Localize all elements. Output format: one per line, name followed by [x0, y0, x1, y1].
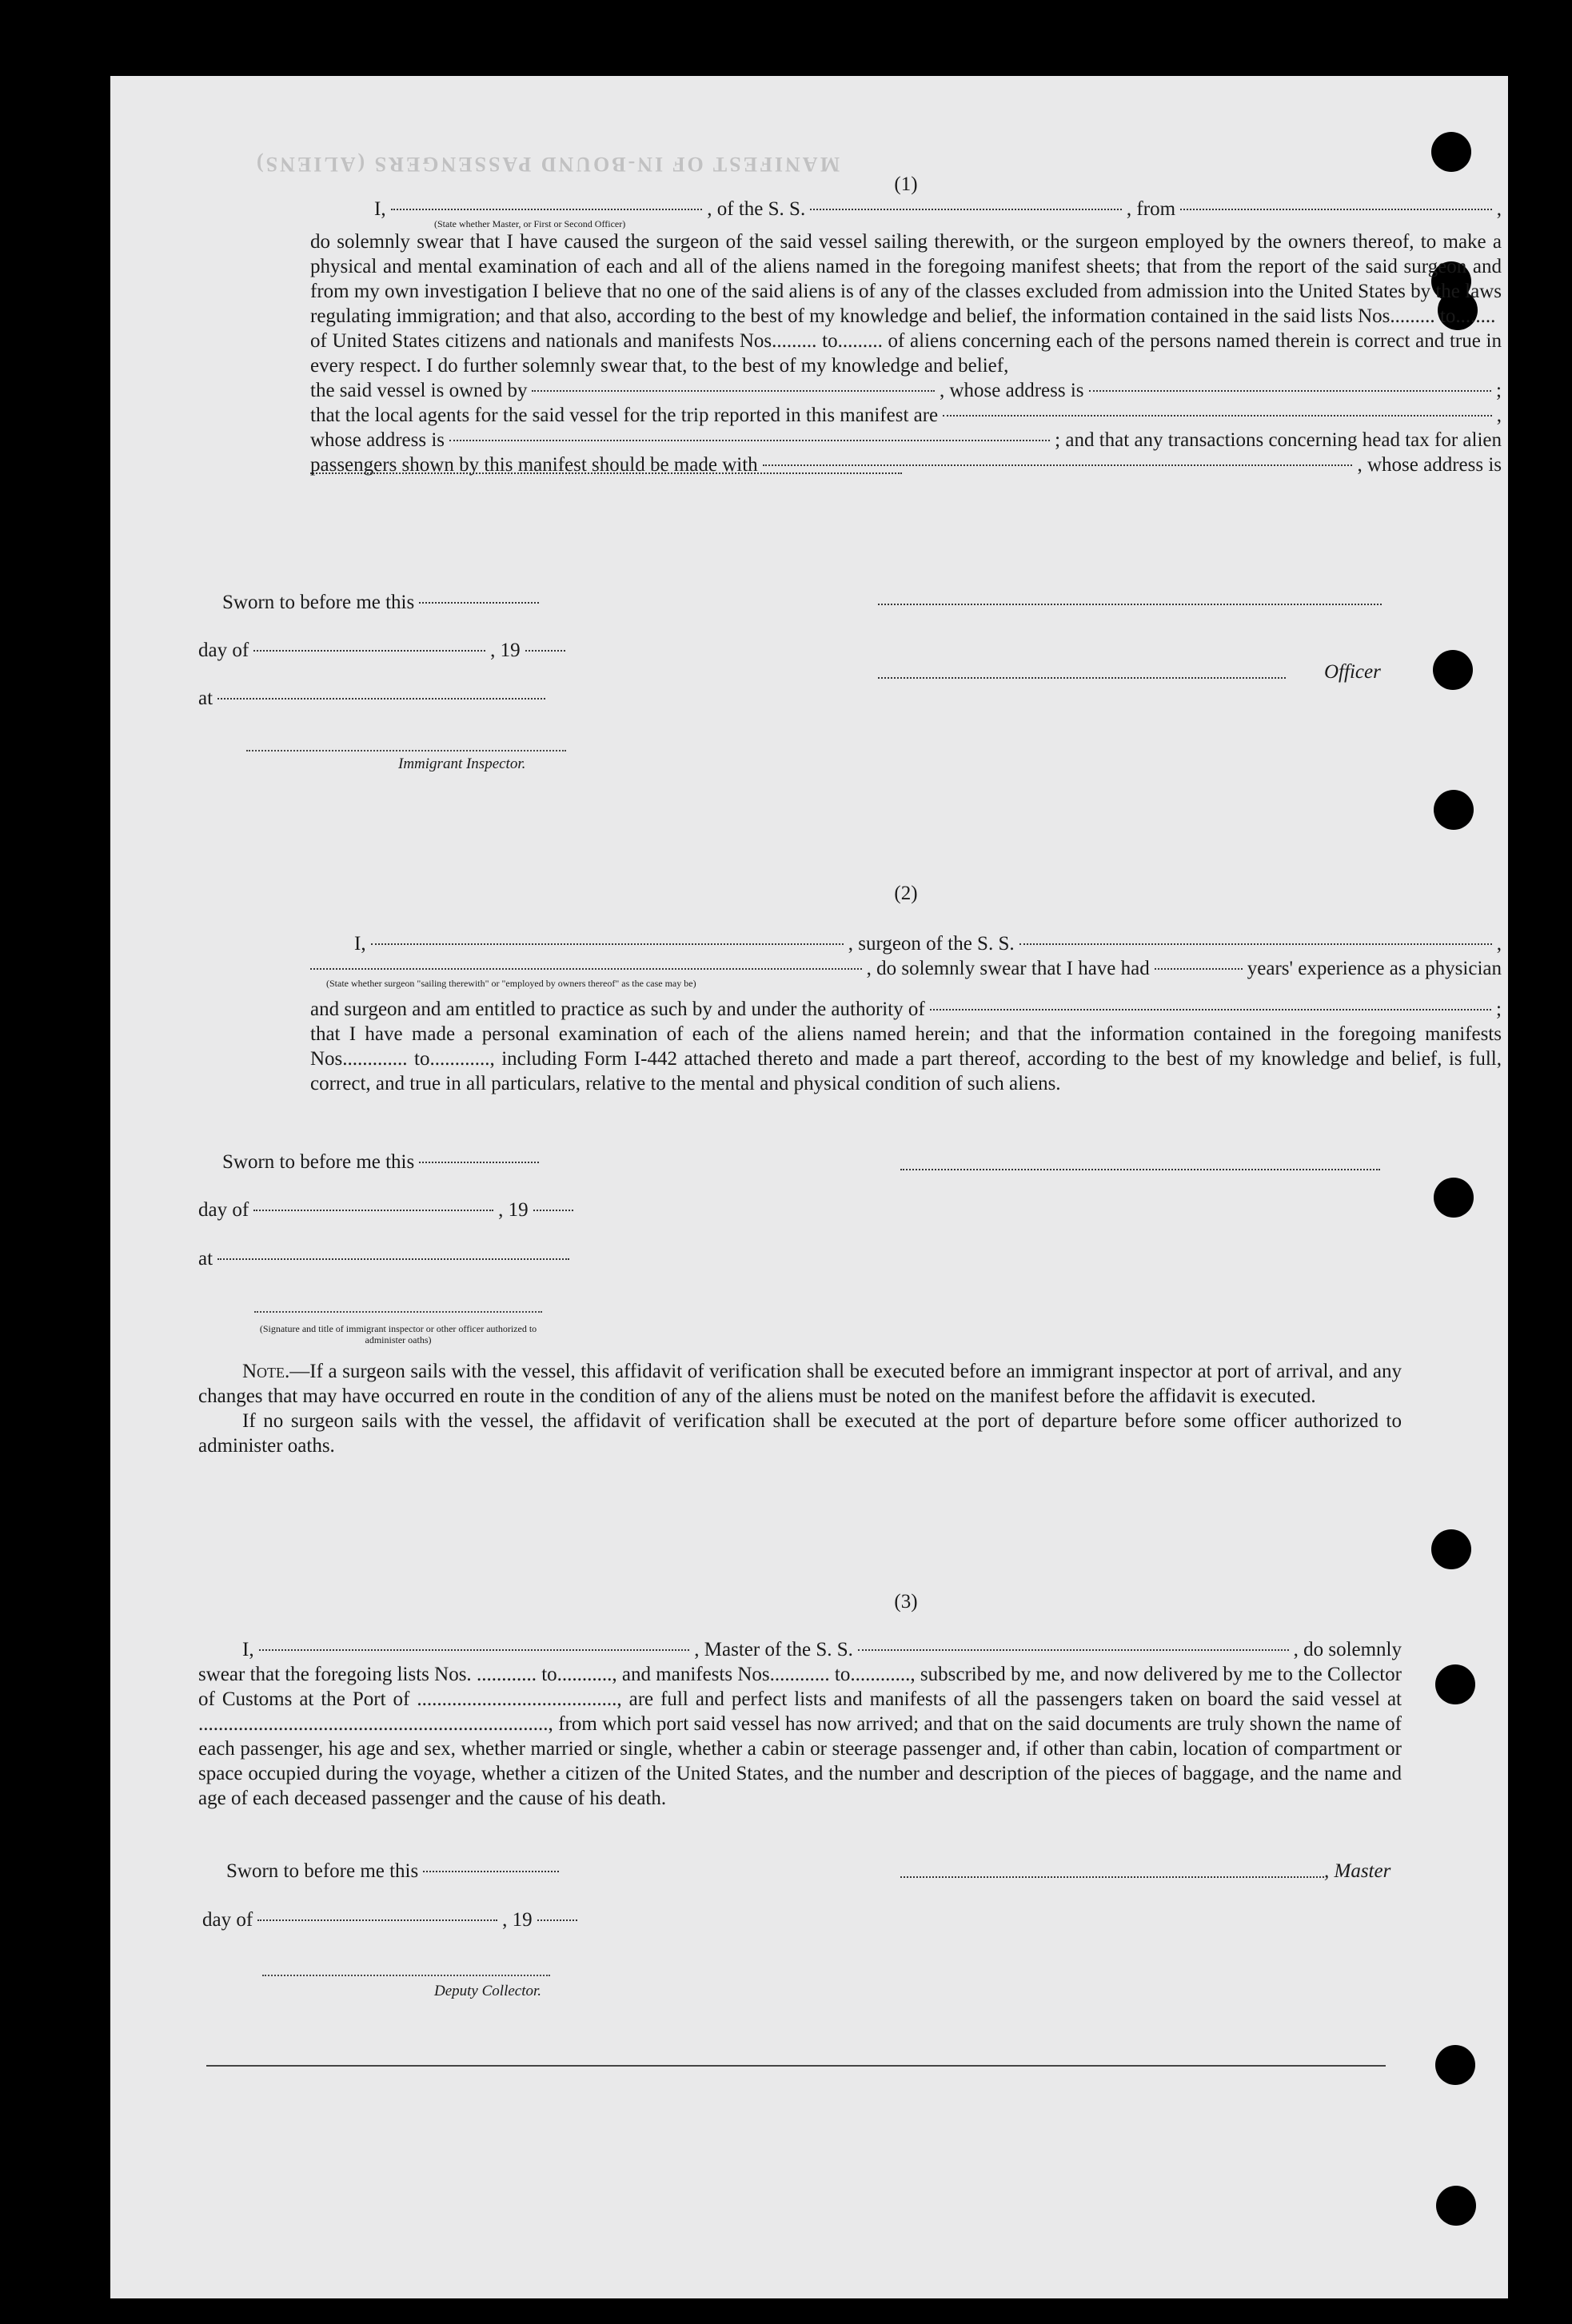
- contact-address-field[interactable]: [310, 472, 902, 474]
- officer-signature-line[interactable]: [878, 677, 1286, 679]
- agent-address-field[interactable]: [449, 440, 1050, 441]
- surgeon-signature-line[interactable]: [900, 1169, 1380, 1170]
- sworn-date-field[interactable]: [419, 1162, 539, 1163]
- punch-hole: [1435, 2045, 1475, 2085]
- punch-hole: [1436, 2186, 1476, 2226]
- owner-field[interactable]: [532, 390, 935, 392]
- place-field[interactable]: [217, 698, 545, 700]
- surgeon-status-field[interactable]: [310, 968, 862, 970]
- master-ship-field[interactable]: [858, 1649, 1289, 1651]
- inspector-signature-line[interactable]: [254, 1311, 542, 1313]
- agents-field[interactable]: [943, 415, 1492, 417]
- punch-hole: [1433, 650, 1473, 690]
- sworn-date-field[interactable]: [423, 1871, 559, 1872]
- surgeon-name-field[interactable]: [371, 943, 844, 945]
- punch-hole: [1431, 1529, 1471, 1569]
- bleed-through: MANIFEST OF IN-BOUND PASSENGERS (ALIENS): [254, 153, 840, 176]
- ship-name-field[interactable]: [810, 209, 1122, 210]
- authority-field[interactable]: [930, 1009, 1491, 1011]
- field-note: (State whether Master, or First or Second Officer): [434, 218, 626, 229]
- punch-hole: [1434, 1178, 1474, 1218]
- section-number: (1): [894, 173, 918, 195]
- day-field[interactable]: [253, 650, 485, 652]
- oath-text: of United States citizens and nationals and manifests Nos......... to......... of aliens concerning each of the persons named therein is correct and true in every respect. I do further solemnly swear that, to the best of my knowledge and belief,: [310, 330, 1502, 377]
- section-1: (1) I, , of the S. S. , from , (State whether Master, or First or Second Officer) do solemnly swear that I have caused the surgeon of the said vessel sailing therewith, or the surgeon employed by the owners thereof, to make a physical and mental examination of each and all of the aliens named in the foregoing manifest sheets; that from the report of the said surgeon and from my own investigation I believe that no one of the said aliens is of any of the classes excluded from admission into the United States by the laws regulating immigration; and that also, according to the best of my knowledge and belief, the information contained in the said lists Nos......... to........ of United States citizens and nationals and manifests Nos......... to......... of aliens concerning each of the persons named therein is correct and true in every respect. I do further solemnly swear that, to the best of my knowledge and belief, the said vessel is owned by , whose address is ; that the local agents for the said vessel for the trip reported in this manifest are , whose address is ; and that any transactions concerning head tax for alien passengers shown by this manifest should be made with , whose address is: [310, 173, 1502, 476]
- inspector-signature-line[interactable]: [246, 750, 566, 751]
- officer-signature-line[interactable]: [878, 604, 1382, 605]
- punch-hole: [1434, 790, 1474, 830]
- section-3: [310, 1589, 1502, 1614]
- bottom-rule: [206, 2065, 1386, 2067]
- section-number: (3): [894, 1591, 918, 1612]
- note-block: Note.—If a surgeon sails with the vessel, this affidavit of verification shall be executed before an immigrant inspector at port of arrival, and any changes that may have occurred en route in the condition of any of the aliens must be noted on the manifest before the affidavit is executed. If no surgeon sails with the vessel, the affidavit of verification shall be executed at the port of departure before some officer authorized to administer oaths.: [198, 1361, 1402, 1457]
- owner-address-field[interactable]: [1089, 390, 1492, 392]
- from-port-field[interactable]: [1180, 209, 1492, 210]
- oath-text: do solemnly swear that I have caused the surgeon of the said vessel sailing therewith, or the surgeon employed by the owners thereof, to make a physical and mental examination of each and all of the aliens named in the foregoing manifest sheets; that from the report of the said surgeon and from my own investigation I believe that no one of the said aliens is of any of the classes excluded from admission into the United States by the laws regulating immigration; and that also, according to the best of my knowledge and belief, the information contained in the said lists Nos......... to........: [310, 231, 1502, 327]
- place-field[interactable]: [217, 1258, 569, 1260]
- section-2: [310, 881, 1502, 906]
- form-sheet: MANIFEST OF IN-BOUND PASSENGERS (ALIENS) (1) I, , of the S. S. , from , (State whether Master, or First or Second Officer) do solemnly swear that I have caused the surgeon of the said vessel sailing therewith, or the surgeon employed by the owners thereof, to make a physical and mental examination of each and all of the aliens named in the foregoing manifest sheets; that from the report of the said surgeon and from my own investigation I believe that no one of the said aliens is of any of the classes excluded from admission into the United States by the laws regulating immigration; and that also, according to the best of my knowledge and belief, the information contained in the said lists Nos......... to........ of United States citizens and nationals and manifests Nos......... to......... of aliens concerning each of the persons named therein is correct and true in every respect. I do further solemnly swear that, to the best of my knowledge and belief, the said vessel is owned by , whose address is ; that the local agents for the said vessel for the trip reported in this manifest are , whose address is ; and that any transactions concerning head tax for alien passengers shown by this manifest should be made with , whose address is Sworn to before me this day of , 19 at Officer Immigrant Inspector. (2) I, , surgeon of the S. S. , , do solemnly swear that I have had years' experience as a physician (State whether surgeon "sailing therewith" or "employed by owners thereof" as the case may be) and surgeon and am entitled to practice as such by and under the authority of ; that I have made a personal examination of each of the aliens named herein; and that the information contained in the foregoing manifests Nos............. to............, including Form I-442 attached thereto and made a part thereof, according to the best of my knowledge and belief, is full, correct, and true in all particulars, relative to the mental and physical condition of such aliens. Sworn to before me this day of , 19 at (Signature and title of immigrant inspector or other officer authorized to administer oaths) Note.—If a surgeon sails with the vessel, this affidavit of verification shall be executed before an immigrant inspector at port of arrival, and any changes that may have occurred en route in the condition of any of the aliens must be noted on the manifest before the affidavit is executed. If no surgeon sails with the vessel, the affidavit of verification shall be executed at the port of departure before some officer authorized to administer oaths. (3) I, , Master of the S. S. , do solemnly swear that the foregoing lists Nos. ............ to..........., and manifests Nos............ to............, subscribed by me, and now delivered by me to the Collector of Customs at the Port of ........................................, are full and perfect lists and manifests of all the passengers taken on board the said vessel at ......................................................................, from which port said vessel has now arrived; and that on the said documents are truly shown the name of each passenger, his age and sex, whether married or single, whether a cabin or steerage passenger and, if other than cabin, location of compartment or space occupied during the voyage, whether a citizen of the United States, and the number and description of the pieces of baggage, and the name and age of each deceased passenger and the cause of his death. Sworn to before me this , Master day of , 19 Deputy Collector.: [110, 76, 1508, 2298]
- officer-name-field[interactable]: [391, 209, 703, 210]
- sworn-date-field[interactable]: [419, 602, 539, 604]
- year-field[interactable]: [533, 1210, 573, 1211]
- master-name-field[interactable]: [259, 1649, 690, 1651]
- punch-hole: [1435, 1664, 1475, 1704]
- year-field[interactable]: [525, 650, 565, 652]
- day-field[interactable]: [253, 1210, 493, 1211]
- year-field[interactable]: [537, 1919, 577, 1921]
- collector-signature-line[interactable]: [262, 1975, 550, 1976]
- section-2-body: I, , surgeon of the S. S. , , do solemnly swear that I have had years' experience as a physician (State whether surgeon "sailing therewith" or "employed by owners thereof" as the case may be) and surgeon and am entitled to practice as such by and under the authority of ; that I have made a personal examination of each of the aliens named herein; and that the information contained in the foregoing manifests Nos............. to............, including Form I-442 attached thereto and made a part thereof, according to the best of my knowledge and belief, is full, correct, and true in all particulars, relative to the mental and physical condition of such aliens.: [310, 933, 1502, 1094]
- head-tax-contact-field[interactable]: [763, 464, 1353, 466]
- surgeon-ship-field[interactable]: [1019, 943, 1492, 945]
- master-signature-line[interactable]: [900, 1876, 1324, 1878]
- punch-hole: [1431, 132, 1471, 172]
- oath-text: swear that the foregoing lists Nos. ............ to..........., and manifests Nos............ to............, subscribed by me, and now delivered by me to the Collector of Customs at the Port of ........................................, are full and perfect lists and manifests of all the passengers taken on board the said vessel at ......................................................................, from which port said vessel has now arrived; and that on the said documents are truly shown the name of each passenger, his age and sex, whether married or single, whether a cabin or steerage passenger and, if other than cabin, location of compartment or space occupied during the voyage, whether a citizen of the United States, and the number and description of the pieces of baggage, and the name and age of each deceased passenger and the cause of his death.: [198, 1664, 1402, 1809]
- section-number: (2): [894, 883, 918, 904]
- day-field[interactable]: [257, 1919, 497, 1921]
- years-field[interactable]: [1155, 968, 1243, 970]
- oath-text: that I have made a personal examination of each of the aliens named herein; and that the information contained in the foregoing manifests Nos............. to............, including Form I-442 attached thereto and made a part thereof, according to the best of my knowledge and belief, is full, correct, and true in all particulars, relative to the mental and physical condition of such aliens.: [310, 1023, 1502, 1094]
- section-3-body: I, , Master of the S. S. , do solemnly swear that the foregoing lists Nos. ............ to..........., and manifests Nos............ to............, subscribed by me, and now delivered by me to the Collector of Customs at the Port of ........................................, are full and perfect lists and manifests of all the passengers taken on board the said vessel at ......................................................................, from which port said vessel has now arrived; and that on the said documents are truly shown the name of each passenger, his age and sex, whether married or single, whether a cabin or steerage passenger and, if other than cabin, location of compartment or space occupied during the voyage, whether a citizen of the United States, and the number and description of the pieces of baggage, and the name and age of each deceased passenger and the cause of his death.: [198, 1639, 1402, 1809]
- field-note: (State whether surgeon "sailing therewith" or "employed by owners thereof" as the case may be): [326, 978, 696, 989]
